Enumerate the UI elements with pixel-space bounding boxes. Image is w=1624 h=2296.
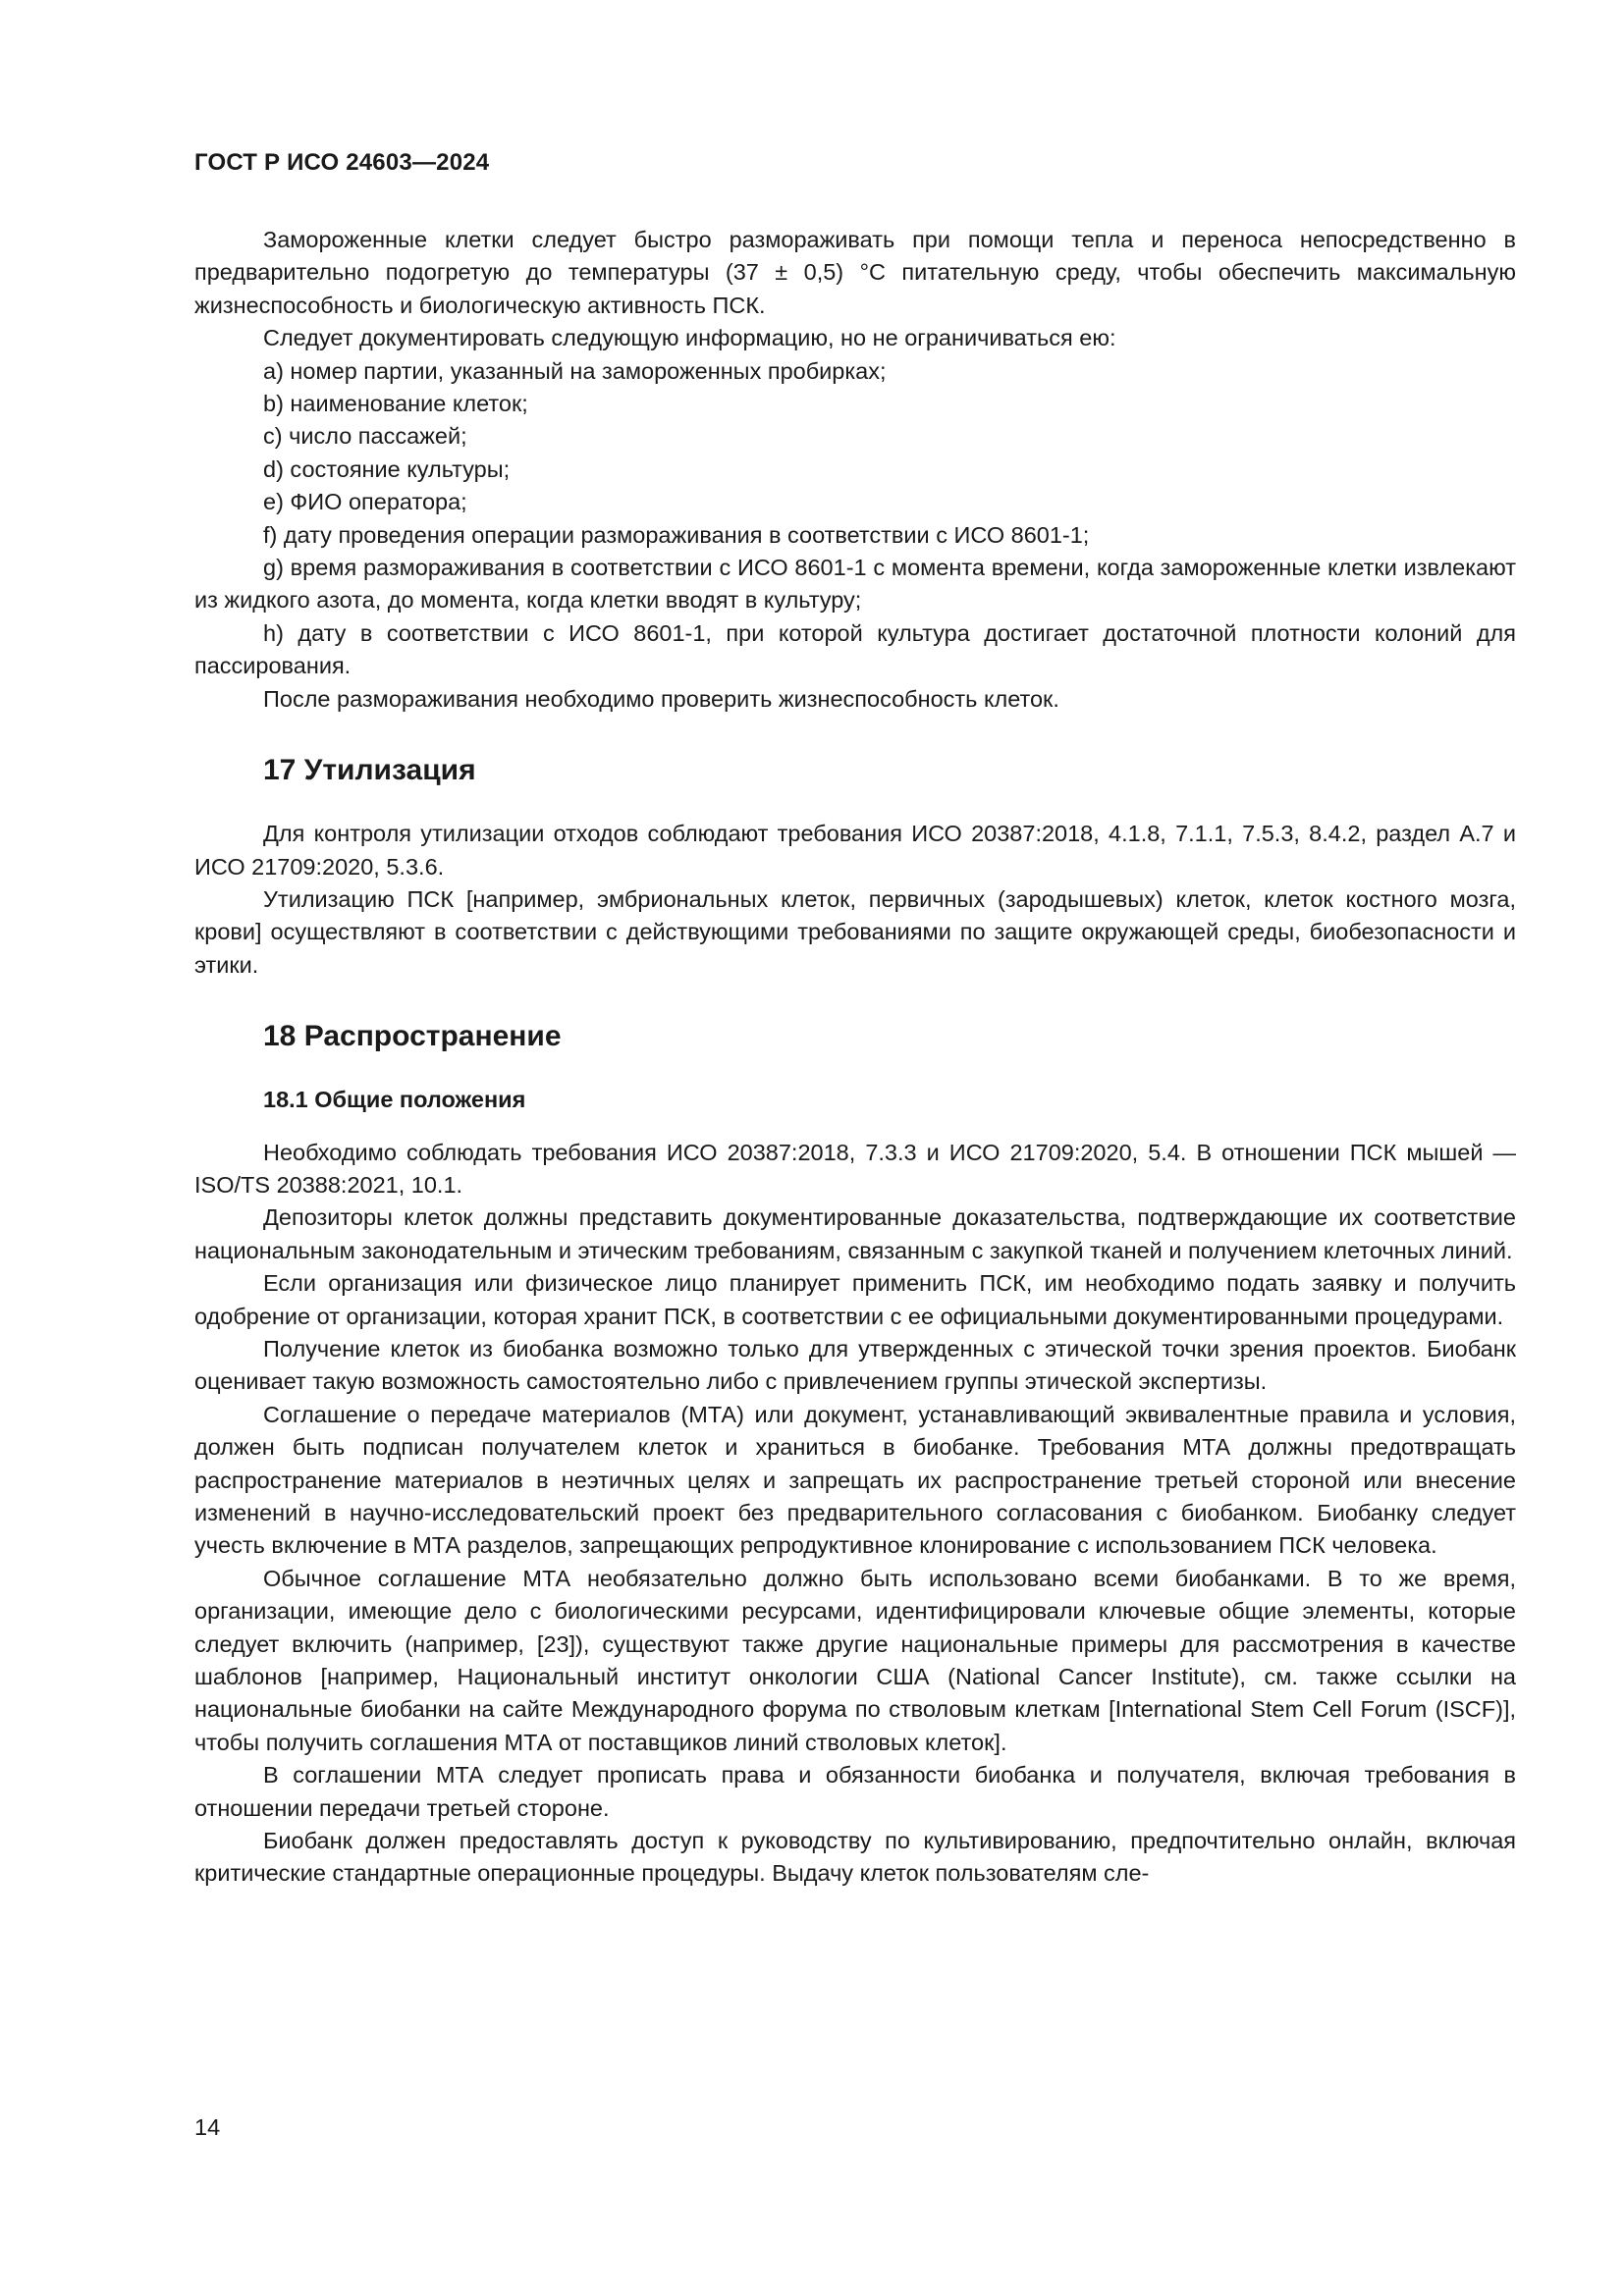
section-heading-17: 17 Утилизация <box>263 754 476 787</box>
list-item: e) ФИО оператора; <box>263 489 467 515</box>
page-body <box>194 224 1516 1891</box>
paragraph: Для контроля утилизации отходов соблюдают требования ИСО 20387:2018, 4.1.8, 7.1.1, 7.5.3, 8.4.2, раздел А.7 и ИСО 21709:2020, 5.3.6. <box>194 821 1516 880</box>
list-item: h) дату в соответствии с ИСО 8601-1, при которой культура достигает достаточной плотности колоний для пассирования. <box>194 619 1516 679</box>
paragraph: Получение клеток из биобанка возможно только для утвержденных с этической точки зрения проектов. Биобанк оценивает такую возможность самостоятельно либо с привлечением группы этической экспертизы. <box>194 1335 1516 1395</box>
paragraph: Биобанк должен предоставлять доступ к руководству по культивированию, предпочтительно онлайн, включая критические стандартные операционные процедуры. Выдачу клеток пользователям сле- <box>194 1828 1516 1887</box>
page-number: 14 <box>194 2114 221 2140</box>
paragraph: Замороженные клетки следует быстро размораживать при помощи тепла и переноса непосредственно в предварительно подогретую до температуры (37 ± 0,5) °C питательную среду, чтобы обеспечить максимальную жизнеспособность и биологическую активность ПСК. <box>194 227 1516 318</box>
paragraph: Следует документировать следующую информацию, но не ограничиваться ею: <box>263 325 1116 351</box>
subsection-heading-18-1: 18.1 Общие положения <box>263 1087 526 1113</box>
paragraph: Если организация или физическое лицо планирует применить ПСК, им необходимо подать заявку и получить одобрение от организации, которая хранит ПСК, в соответствии с ее официальными документированными процедурами. <box>194 1270 1516 1329</box>
list-item: f) дату проведения операции размораживания в соответствии с ИСО 8601-1; <box>263 521 1090 548</box>
list-item: a) номер партии, указанный на замороженных пробирках; <box>263 357 887 384</box>
paragraph: Обычное соглашение МТА необязательно должно быть использовано всеми биобанками. В то же время, организации, имеющие дело с биологическими ресурсами, идентифицировали ключевые общие элементы, которые следует включить (например, [23]), существуют также другие национальные примеры для рассмотрения в качестве шаблонов [например, Национальный институт онкологии США (National Cancer Institute), см. также ссылки на национальные биобанки на сайте Международного форума по стволовым клеткам [International Stem Cell Forum (ISCF)], чтобы получить соглашения МТА от поставщиков линий стволовых клеток]. <box>194 1565 1516 1755</box>
list-item: g) время размораживания в соответствии с ИСО 8601-1 с момента времени, когда замороженные клетки извлекают из жидкого азота, до момента, когда клетки вводят в культуру; <box>194 555 1516 614</box>
paragraph: После размораживания необходимо проверить жизнеспособность клеток. <box>263 685 1059 712</box>
section-heading-18: 18 Распространение <box>263 1020 562 1053</box>
list-item: b) наименование клеток; <box>263 391 528 417</box>
paragraph: Утилизацию ПСК [например, эмбриональных клеток, первичных (зародышевых) клеток, клеток костного мозга, крови] осуществляют в соответствии с действующими требованиями по защите окружающей среды, биобезопасности и этики. <box>194 885 1516 978</box>
document-header: ГОСТ Р ИСО 24603—2024 <box>194 149 490 176</box>
list-item: c) число пассажей; <box>263 423 467 450</box>
paragraph: Соглашение о передаче материалов (МТА) или документ, устанавливающий эквивалентные правила и условия, должен быть подписан получателем клеток и храниться в биобанке. Требования МТА должны предотвращать распространение материалов в неэтичных целях и запрещать их распространение третьей стороной или внесение изменений в научно-исследовательский проект без предварительного согласования с биобанком. Биобанку следует учесть включение в МТА разделов, запрещающих репродуктивное клонирование с использованием ПСК человека. <box>194 1401 1516 1559</box>
paragraph: Депозиторы клеток должны представить документированные доказательства, подтверждающие их соответствие национальным законодательным и этическим требованиям, связанным с закупкой тканей и получением клеточных линий. <box>194 1204 1516 1263</box>
paragraph: Необходимо соблюдать требования ИСО 20387:2018, 7.3.3 и ИСО 21709:2020, 5.4. В отношении ПСК мышей — ISO/TS 20388:2021, 10.1. <box>194 1139 1516 1198</box>
paragraph: В соглашении МТА следует прописать права и обязанности биобанка и получателя, включая требования в отношении передачи третьей стороне. <box>194 1762 1516 1821</box>
list-item: d) состояние культуры; <box>263 455 511 482</box>
